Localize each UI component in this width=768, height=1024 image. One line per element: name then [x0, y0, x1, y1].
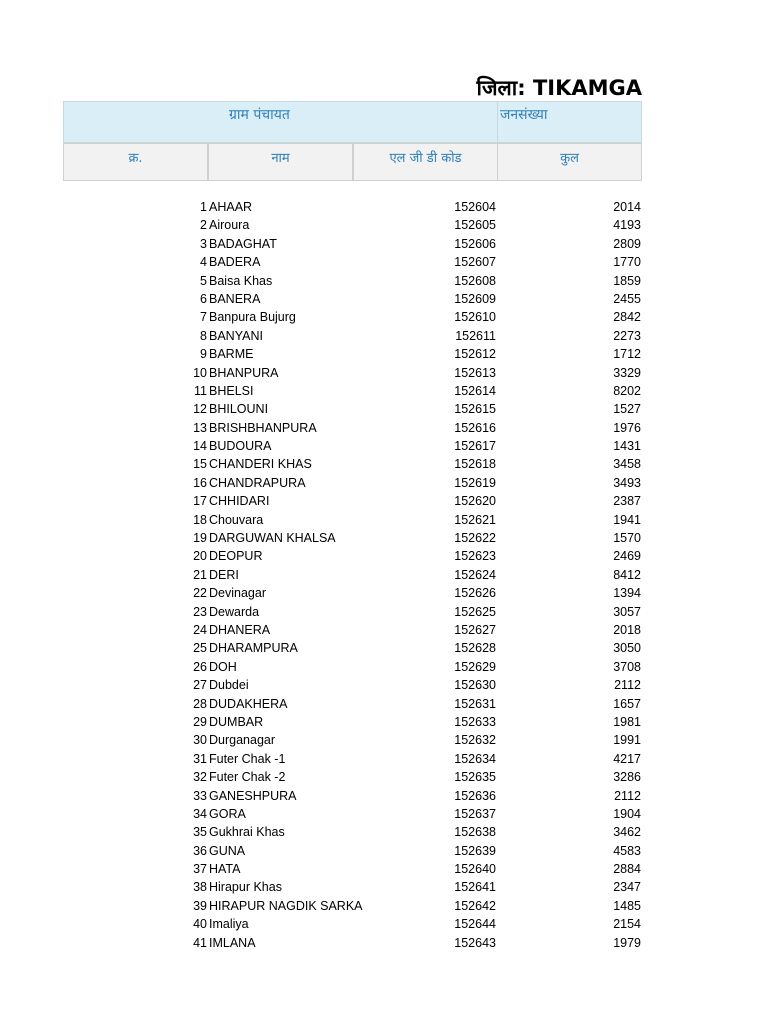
- lgd-code: 152640: [454, 862, 496, 877]
- panchayat-name: Airoura: [209, 218, 250, 233]
- table-row: [0, 750, 768, 768]
- lgd-code: 152619: [454, 475, 496, 490]
- row-number: 21: [193, 567, 207, 582]
- panchayat-name: GANESHPURA: [209, 788, 297, 803]
- lgd-code: 152629: [454, 659, 496, 674]
- lgd-code: 152610: [454, 310, 496, 325]
- table-row: [0, 235, 768, 253]
- table-row: [0, 437, 768, 455]
- population-total: 1976: [613, 420, 641, 435]
- panchayat-name: HIRAPUR NAGDIK SARKA: [209, 898, 363, 913]
- population-total: 1941: [613, 512, 641, 527]
- panchayat-name: DUMBAR: [209, 714, 264, 729]
- table-row: [0, 308, 768, 326]
- page-title: जिला: TIKAMGA: [476, 76, 642, 100]
- population-total: 2347: [613, 880, 641, 895]
- row-number: 13: [193, 420, 207, 435]
- population-total: 1570: [613, 531, 641, 546]
- panchayat-name: Baisa Khas: [209, 273, 273, 288]
- table-row: [0, 787, 768, 805]
- table-row: [0, 934, 768, 952]
- table-row: [0, 400, 768, 418]
- panchayat-name: Gukhrai Khas: [209, 825, 285, 840]
- row-number: 37: [193, 862, 207, 877]
- panchayat-name: Imaliya: [209, 917, 249, 932]
- population-total: 1981: [613, 714, 641, 729]
- panchayat-name: BADERA: [209, 255, 261, 270]
- row-number: 10: [193, 365, 207, 380]
- row-number: 39: [193, 898, 207, 913]
- lgd-code: 152606: [454, 236, 496, 251]
- lgd-code: 152633: [454, 714, 496, 729]
- header-col-total: कुल: [497, 143, 642, 181]
- table-row: [0, 676, 768, 694]
- population-total: 3286: [613, 770, 641, 785]
- lgd-code: 152628: [454, 641, 496, 656]
- table-row: [0, 915, 768, 933]
- table-row: [0, 253, 768, 271]
- table-row: [0, 529, 768, 547]
- table-row: [0, 621, 768, 639]
- panchayat-name: BARME: [209, 347, 254, 362]
- table-row: [0, 731, 768, 749]
- panchayat-name: Durganagar: [209, 733, 276, 748]
- panchayat-name: BHELSI: [209, 383, 254, 398]
- table-row: [0, 474, 768, 492]
- lgd-code: 152616: [454, 420, 496, 435]
- table-row: [0, 272, 768, 290]
- population-total: 4193: [613, 218, 641, 233]
- lgd-code: 152634: [454, 751, 496, 766]
- panchayat-name: Dubdei: [209, 678, 249, 693]
- table-row: [0, 805, 768, 823]
- row-number: 28: [193, 696, 207, 711]
- table-row: [0, 492, 768, 510]
- table-row: [0, 603, 768, 621]
- lgd-code: 152644: [454, 917, 496, 932]
- table-row: [0, 842, 768, 860]
- population-total: 1394: [613, 586, 641, 601]
- row-number: 8: [200, 328, 207, 343]
- row-number: 25: [193, 641, 207, 656]
- header-group-population: जनसंख्या: [500, 107, 548, 123]
- population-total: 2842: [613, 310, 641, 325]
- row-number: 19: [193, 531, 207, 546]
- lgd-code: 152626: [454, 586, 496, 601]
- population-total: 2273: [613, 328, 641, 343]
- lgd-code: 152617: [454, 439, 496, 454]
- panchayat-name: DOH: [209, 659, 237, 674]
- population-total: 2112: [614, 678, 641, 693]
- header-group-gram-panchayat: ग्राम पंचायत: [229, 107, 290, 123]
- row-number: 17: [193, 494, 207, 509]
- row-number: 16: [193, 475, 207, 490]
- population-total: 3057: [613, 604, 641, 619]
- table-row: [0, 695, 768, 713]
- panchayat-name: DARGUWAN KHALSA: [209, 531, 336, 546]
- lgd-code: 152614: [454, 383, 496, 398]
- panchayat-name: Hirapur Khas: [209, 880, 282, 895]
- header-col-sno: क्र.: [63, 143, 208, 181]
- row-number: 23: [193, 604, 207, 619]
- population-total: 3708: [613, 659, 641, 674]
- panchayat-name: BRISHBHANPURA: [209, 420, 317, 435]
- row-number: 27: [193, 678, 207, 693]
- panchayat-name: BANERA: [209, 291, 261, 306]
- population-total: 3050: [613, 641, 641, 656]
- row-number: 9: [200, 347, 207, 362]
- population-total: 1904: [613, 806, 641, 821]
- table-row: [0, 897, 768, 915]
- table-header: [63, 101, 643, 181]
- population-total: 2455: [613, 291, 641, 306]
- panchayat-name: CHHIDARI: [209, 494, 270, 509]
- lgd-code: 152618: [454, 457, 496, 472]
- panchayat-name: CHANDRAPURA: [209, 475, 306, 490]
- lgd-code: 152631: [454, 696, 496, 711]
- table-row: [0, 713, 768, 731]
- row-number: 18: [193, 512, 207, 527]
- table-row: [0, 511, 768, 529]
- row-number: 4: [200, 255, 207, 270]
- table-row: [0, 639, 768, 657]
- row-number: 36: [193, 843, 207, 858]
- row-number: 22: [193, 586, 207, 601]
- panchayat-name: Devinagar: [209, 586, 266, 601]
- row-number: 5: [200, 273, 207, 288]
- lgd-code: 152632: [454, 733, 496, 748]
- panchayat-name: GORA: [209, 806, 246, 821]
- table-row: [0, 345, 768, 363]
- row-number: 31: [193, 751, 207, 766]
- panchayat-name: Dewarda: [209, 604, 260, 619]
- panchayat-name: CHANDERI KHAS: [209, 457, 312, 472]
- population-total: 1991: [613, 733, 641, 748]
- table-row: [0, 584, 768, 602]
- lgd-code: 152612: [454, 347, 496, 362]
- row-number: 41: [193, 935, 207, 950]
- lgd-code: 152638: [454, 825, 496, 840]
- table-row: [0, 878, 768, 896]
- lgd-code: 152635: [454, 770, 496, 785]
- lgd-code: 152615: [454, 402, 496, 417]
- population-total: 1527: [613, 402, 641, 417]
- row-number: 7: [200, 310, 207, 325]
- row-number: 29: [193, 714, 207, 729]
- population-total: 4583: [613, 843, 641, 858]
- row-number: 34: [193, 806, 207, 821]
- lgd-code: 152637: [454, 806, 496, 821]
- row-number: 15: [193, 457, 207, 472]
- lgd-code: 152605: [454, 218, 496, 233]
- row-number: 38: [193, 880, 207, 895]
- lgd-code: 152643: [454, 935, 496, 950]
- table-row: [0, 198, 768, 216]
- panchayat-name: BUDOURA: [209, 439, 272, 454]
- row-number: 11: [194, 383, 207, 398]
- population-total: 1431: [613, 439, 641, 454]
- row-number: 40: [193, 917, 207, 932]
- panchayat-name: BANYANI: [209, 328, 263, 343]
- lgd-code: 152630: [454, 678, 496, 693]
- lgd-code: 152642: [454, 898, 496, 913]
- header-divider: [497, 102, 498, 144]
- population-total: 2469: [613, 549, 641, 564]
- lgd-code: 152620: [454, 494, 496, 509]
- row-number: 3: [200, 236, 207, 251]
- row-number: 14: [193, 439, 207, 454]
- table-row: [0, 547, 768, 565]
- population-total: 1485: [613, 898, 641, 913]
- population-total: 2014: [613, 200, 641, 214]
- population-total: 8412: [613, 567, 641, 582]
- table-row: [0, 860, 768, 878]
- table-row: [0, 419, 768, 437]
- population-total: 2884: [613, 862, 641, 877]
- table-row: [0, 327, 768, 345]
- panchayat-name: DHARAMPURA: [209, 641, 298, 656]
- table-row: [0, 566, 768, 584]
- lgd-code: 152607: [454, 255, 496, 270]
- panchayat-name: DEOPUR: [209, 549, 263, 564]
- panchayat-name: Futer Chak -2: [209, 770, 286, 785]
- population-total: 4217: [613, 751, 641, 766]
- lgd-code: 152604: [454, 200, 496, 214]
- population-total: 1979: [613, 935, 641, 950]
- table-row: [0, 382, 768, 400]
- lgd-code: 152639: [454, 843, 496, 858]
- lgd-code: 152627: [454, 622, 496, 637]
- header-col-name: नाम: [208, 143, 353, 181]
- row-number: 2: [200, 218, 207, 233]
- panchayat-name: Futer Chak -1: [209, 751, 286, 766]
- panchayat-name: IMLANA: [209, 935, 256, 950]
- lgd-code: 152624: [454, 567, 496, 582]
- row-number: 6: [200, 291, 207, 306]
- lgd-code: 152608: [454, 273, 496, 288]
- lgd-code: 152611: [455, 328, 496, 343]
- population-total: 8202: [613, 383, 641, 398]
- lgd-code: 152623: [454, 549, 496, 564]
- population-total: 1770: [613, 255, 641, 270]
- population-total: 1859: [613, 273, 641, 288]
- row-number: 35: [193, 825, 207, 840]
- population-total: 3462: [613, 825, 641, 840]
- header-col-lgd-code: एल जी डी कोड: [353, 143, 498, 181]
- panchayat-name: DUDAKHERA: [209, 696, 288, 711]
- table-row: [0, 823, 768, 841]
- row-number: 33: [193, 788, 207, 803]
- population-total: 2809: [613, 236, 641, 251]
- row-number: 12: [193, 402, 207, 417]
- panchayat-name: BHANPURA: [209, 365, 279, 380]
- data-rows: [0, 198, 768, 952]
- row-number: 24: [193, 622, 207, 637]
- lgd-code: 152609: [454, 291, 496, 306]
- panchayat-name: AHAAR: [209, 200, 253, 214]
- panchayat-name: BHILOUNI: [209, 402, 269, 417]
- table-row: [0, 455, 768, 473]
- table-row: [0, 364, 768, 382]
- population-total: 3329: [613, 365, 641, 380]
- row-number: 20: [193, 549, 207, 564]
- population-total: 2112: [614, 788, 641, 803]
- panchayat-name: Chouvara: [209, 512, 264, 527]
- panchayat-name: HATA: [209, 862, 241, 877]
- panchayat-name: Banpura Bujurg: [209, 310, 296, 325]
- population-total: 2154: [613, 917, 641, 932]
- panchayat-name: DERI: [209, 567, 239, 582]
- population-total: 2018: [613, 622, 641, 637]
- panchayat-name: BADAGHAT: [209, 236, 277, 251]
- row-number: 30: [193, 733, 207, 748]
- row-number: 1: [200, 200, 207, 214]
- table-row: [0, 216, 768, 234]
- header-group-band: [63, 101, 642, 143]
- lgd-code: 152622: [454, 531, 496, 546]
- table-row: [0, 658, 768, 676]
- row-number: 26: [193, 659, 207, 674]
- panchayat-name: GUNA: [209, 843, 246, 858]
- lgd-code: 152625: [454, 604, 496, 619]
- panchayat-name: DHANERA: [209, 622, 271, 637]
- lgd-code: 152636: [454, 788, 496, 803]
- table-row: [0, 768, 768, 786]
- population-total: 1657: [613, 696, 641, 711]
- table-row: [0, 290, 768, 308]
- population-total: 1712: [613, 347, 641, 362]
- lgd-code: 152621: [454, 512, 496, 527]
- population-total: 3458: [613, 457, 641, 472]
- row-number: 32: [193, 770, 207, 785]
- lgd-code: 152641: [454, 880, 496, 895]
- lgd-code: 152613: [454, 365, 496, 380]
- population-total: 2387: [613, 494, 641, 509]
- population-total: 3493: [613, 475, 641, 490]
